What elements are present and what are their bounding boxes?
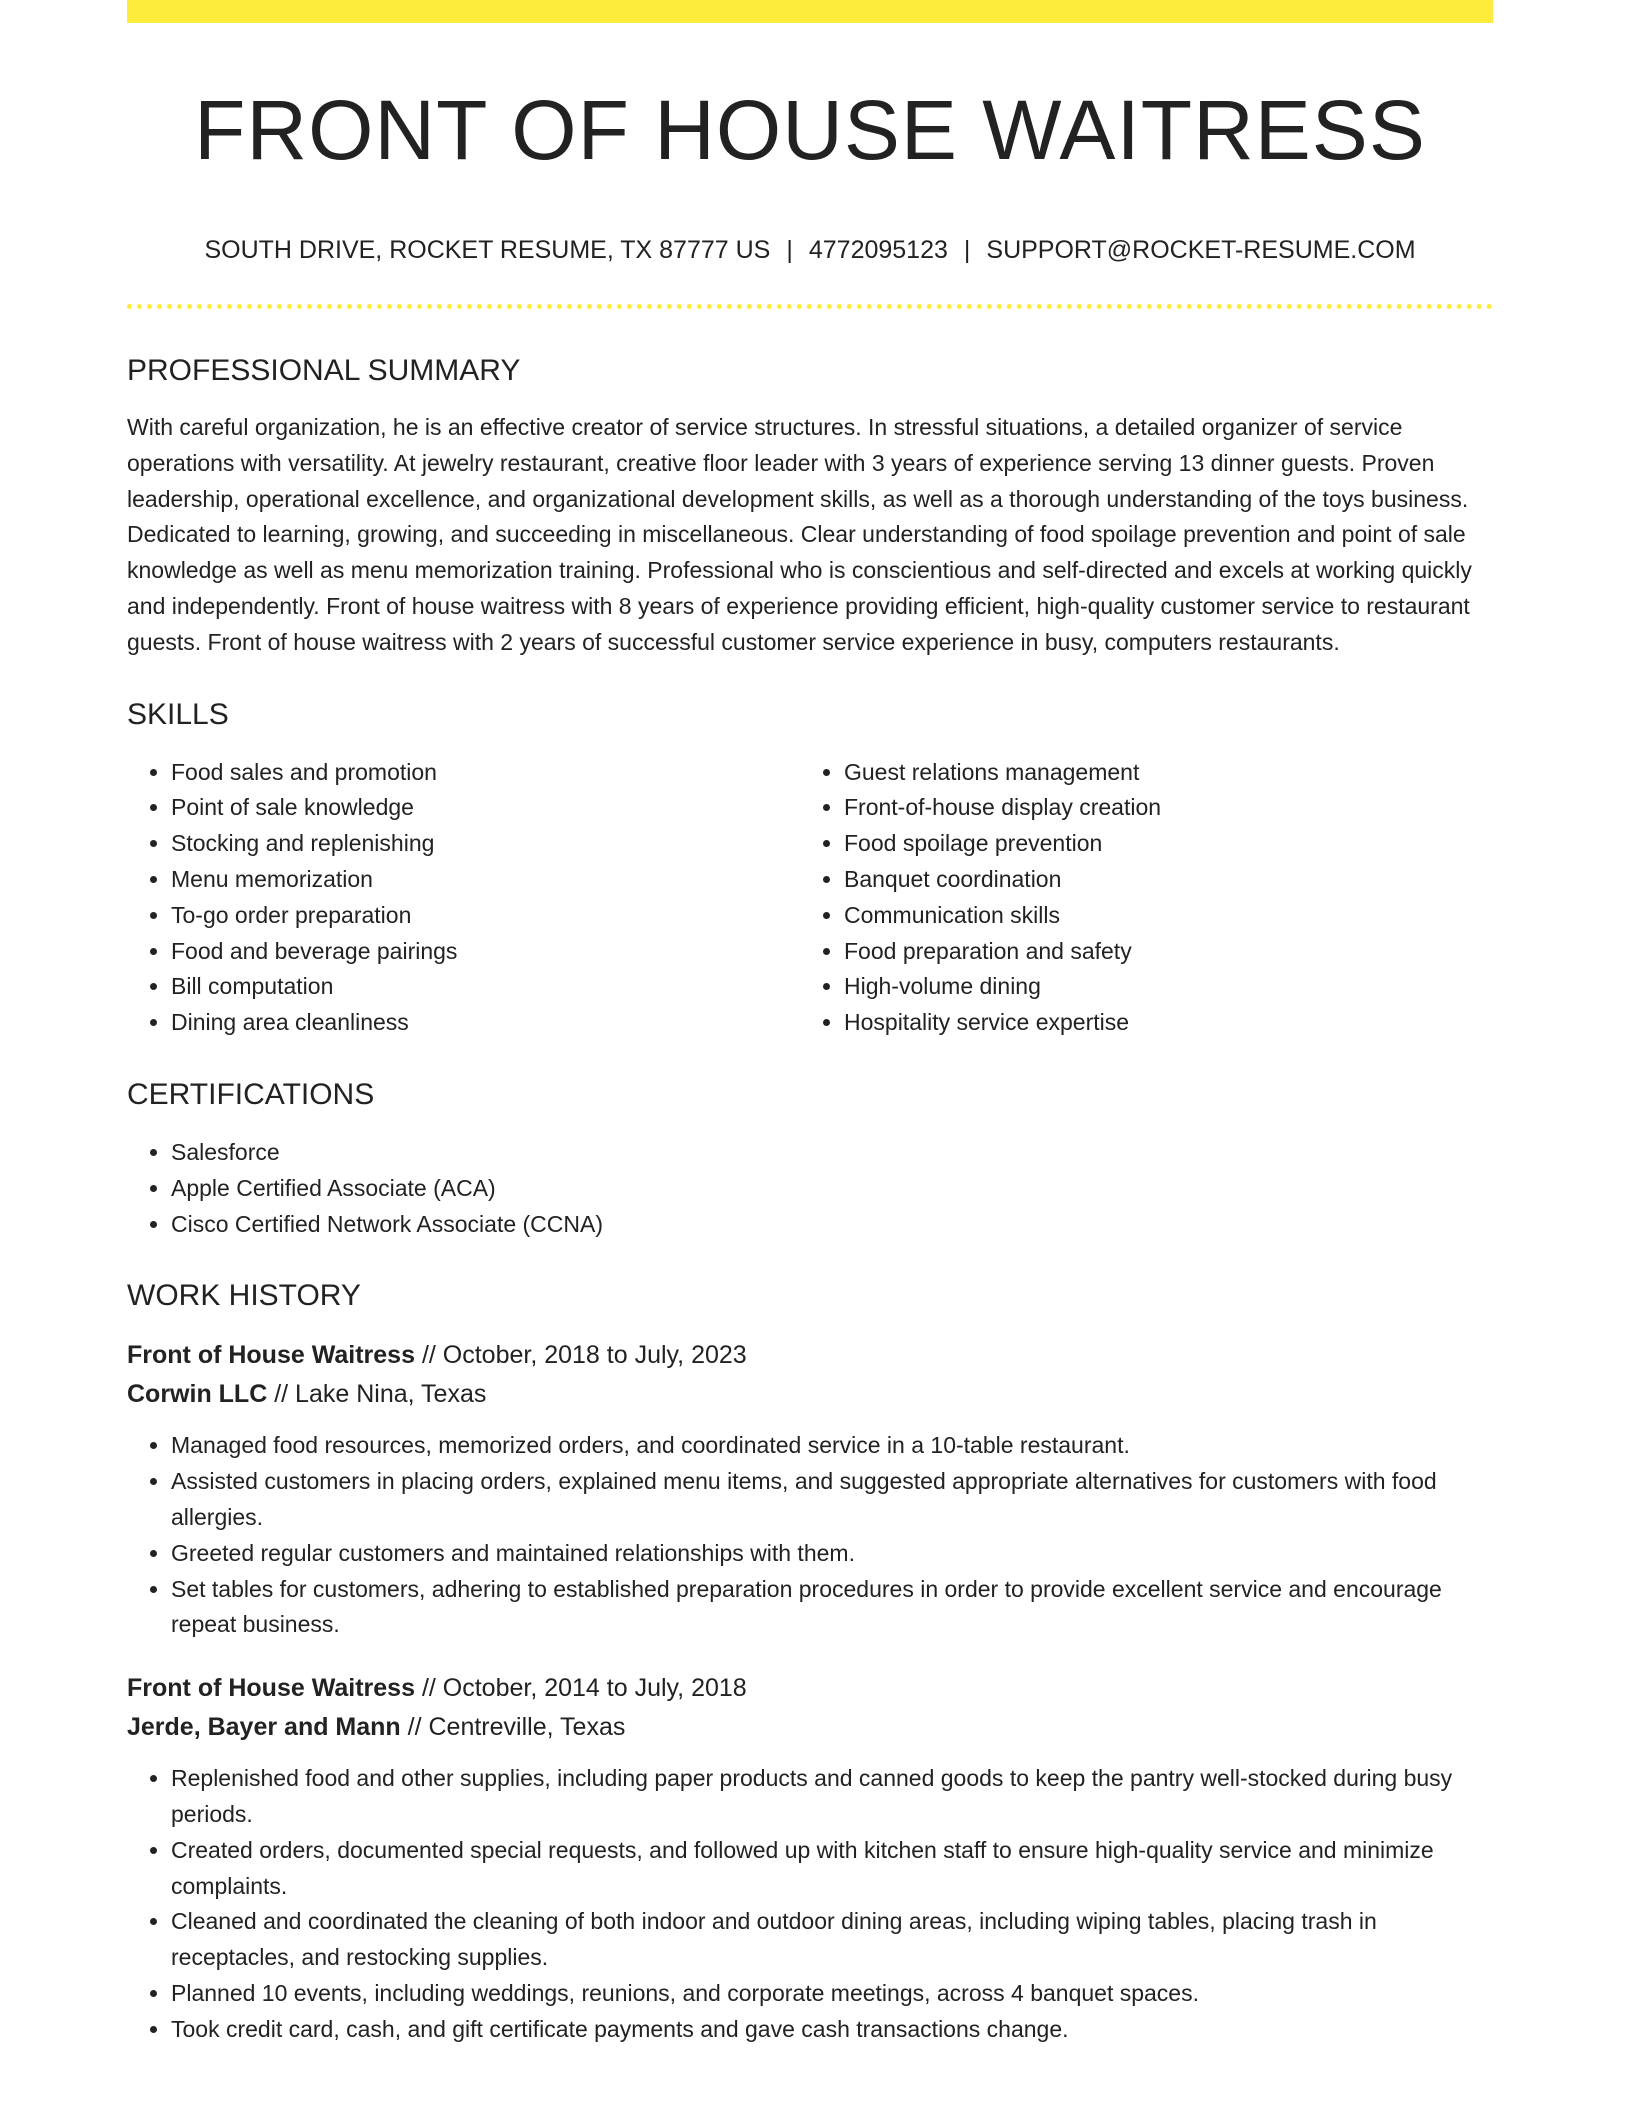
certification-item: • Apple Certified Associate (ACA) bbox=[171, 1171, 1493, 1207]
skill-item: • Dining area cleanliness bbox=[171, 1005, 800, 1041]
skill-item: • Bill computation bbox=[171, 969, 800, 1005]
skill-item: • Guest relations management bbox=[844, 755, 1473, 791]
job-location: // Centreville, Texas bbox=[400, 1713, 626, 1742]
skills-grid bbox=[127, 755, 1493, 1041]
resume-name: FRONT OF HOUSE WAITRESS bbox=[194, 83, 1426, 177]
job-dates: // October, 2014 to July, 2018 bbox=[415, 1674, 747, 1703]
skill-item: • Communication skills bbox=[844, 898, 1473, 934]
job-entry bbox=[127, 1669, 1493, 2047]
job-company-line bbox=[127, 1708, 1493, 1747]
skill-item: • Menu memorization bbox=[171, 862, 800, 898]
certifications-heading: CERTIFICATIONS bbox=[127, 1077, 375, 1111]
resume-content bbox=[127, 0, 1493, 2048]
job-role: Front of House Waitress bbox=[127, 1674, 415, 1703]
skills-column-left bbox=[127, 755, 800, 1041]
certification-item: • Salesforce bbox=[171, 1135, 1493, 1171]
job-company: Jerde, Bayer and Mann bbox=[127, 1713, 401, 1742]
work-history-heading: WORK HISTORY bbox=[127, 1279, 361, 1313]
skill-item: • High-volume dining bbox=[844, 969, 1473, 1005]
contact-line bbox=[127, 234, 1493, 266]
job-company-line bbox=[127, 1375, 1493, 1414]
job-company: Corwin LLC bbox=[127, 1380, 268, 1409]
job-bullet-list bbox=[127, 1428, 1493, 1643]
skill-item: • Food and beverage pairings bbox=[171, 934, 800, 970]
summary-heading: PROFESSIONAL SUMMARY bbox=[127, 354, 521, 387]
contact-email: SUPPORT@ROCKET-RESUME.COM bbox=[986, 236, 1416, 264]
job-dates: // October, 2018 to July, 2023 bbox=[415, 1341, 747, 1370]
job-location: // Lake Nina, Texas bbox=[267, 1380, 487, 1409]
job-bullet: • Planned 10 events, including weddings, reunions, and corporate meetings, across 4 banquet spaces. bbox=[171, 1976, 1493, 2012]
job-title-line bbox=[127, 1669, 1493, 1708]
job-bullet: • Assisted customers in placing orders, explained menu items, and suggested appropriate alternatives for customers with food allergies. bbox=[171, 1464, 1493, 1536]
skill-item: • Food preparation and safety bbox=[844, 934, 1473, 970]
certification-item: • Cisco Certified Network Associate (CCNA) bbox=[171, 1207, 1493, 1243]
header-divider bbox=[127, 304, 1493, 309]
skill-item: • Point of sale knowledge bbox=[171, 790, 800, 826]
skills-heading: SKILLS bbox=[127, 697, 229, 731]
job-title-line bbox=[127, 1336, 1493, 1375]
job-entry bbox=[127, 1336, 1493, 1643]
job-bullet: • Took credit card, cash, and gift certificate payments and gave cash transactions change. bbox=[171, 2012, 1493, 2048]
skill-item: • Hospitality service expertise bbox=[844, 1005, 1473, 1041]
job-bullet: • Created orders, documented special requests, and followed up with kitchen staff to ensure high-quality service and minimize complaints. bbox=[171, 1833, 1493, 1905]
certifications-list bbox=[127, 1135, 1493, 1242]
skills-column-right bbox=[800, 755, 1473, 1041]
skill-item: • Food spoilage prevention bbox=[844, 826, 1473, 862]
skill-item: • To-go order preparation bbox=[171, 898, 800, 934]
job-bullet: • Replenished food and other supplies, including paper products and canned goods to keep the pantry well-stocked during busy periods. bbox=[171, 1761, 1493, 1833]
job-role: Front of House Waitress bbox=[127, 1341, 415, 1370]
job-bullet: • Managed food resources, memorized orders, and coordinated service in a 10-table restaurant. bbox=[171, 1428, 1493, 1464]
contact-separator: | bbox=[786, 236, 793, 264]
skill-item: • Food sales and promotion bbox=[171, 755, 800, 791]
contact-phone: 4772095123 bbox=[808, 236, 948, 264]
job-bullet: • Greeted regular customers and maintained relationships with them. bbox=[171, 1536, 1493, 1572]
contact-address: SOUTH DRIVE, ROCKET RESUME, TX 87777 US bbox=[204, 236, 771, 264]
job-bullet-list bbox=[127, 1761, 1493, 2047]
skill-item: • Stocking and replenishing bbox=[171, 826, 800, 862]
job-bullet: • Set tables for customers, adhering to established preparation procedures in order to provide excellent service and encourage repeat business. bbox=[171, 1572, 1493, 1644]
contact-separator: | bbox=[963, 236, 971, 264]
skill-item: • Banquet coordination bbox=[844, 862, 1473, 898]
skill-item: • Front-of-house display creation bbox=[844, 790, 1473, 826]
job-bullet: • Cleaned and coordinated the cleaning of both indoor and outdoor dining areas, including wiping tables, placing trash in receptacles, and restocking supplies. bbox=[171, 1904, 1493, 1976]
summary-text: With careful organization, he is an effective creator of service structures. In stressful situations, a detailed organizer of service operations with versatility. At jewelry restaurant, creative floor leader with 3 years of experience serving 13 dinner guests. Proven leadership, operational excellence, and organizational development skills, as well as a thorough understanding of the toys business. Dedicated to learning, growing, and succeeding in miscellaneous. Clear understanding of food spoilage prevention and point of sale knowledge as well as menu memorization training. Professional who is conscientious and self-directed and excels at working quickly and independently. Front of house waitress with 8 years of experience providing efficient, high-quality customer service to restaurant guests. Front of house waitress with 2 years of successful customer service experience in busy, computers restaurants. bbox=[127, 414, 1472, 655]
skills-list-right bbox=[800, 755, 1473, 1041]
skills-list-left bbox=[127, 755, 800, 1041]
